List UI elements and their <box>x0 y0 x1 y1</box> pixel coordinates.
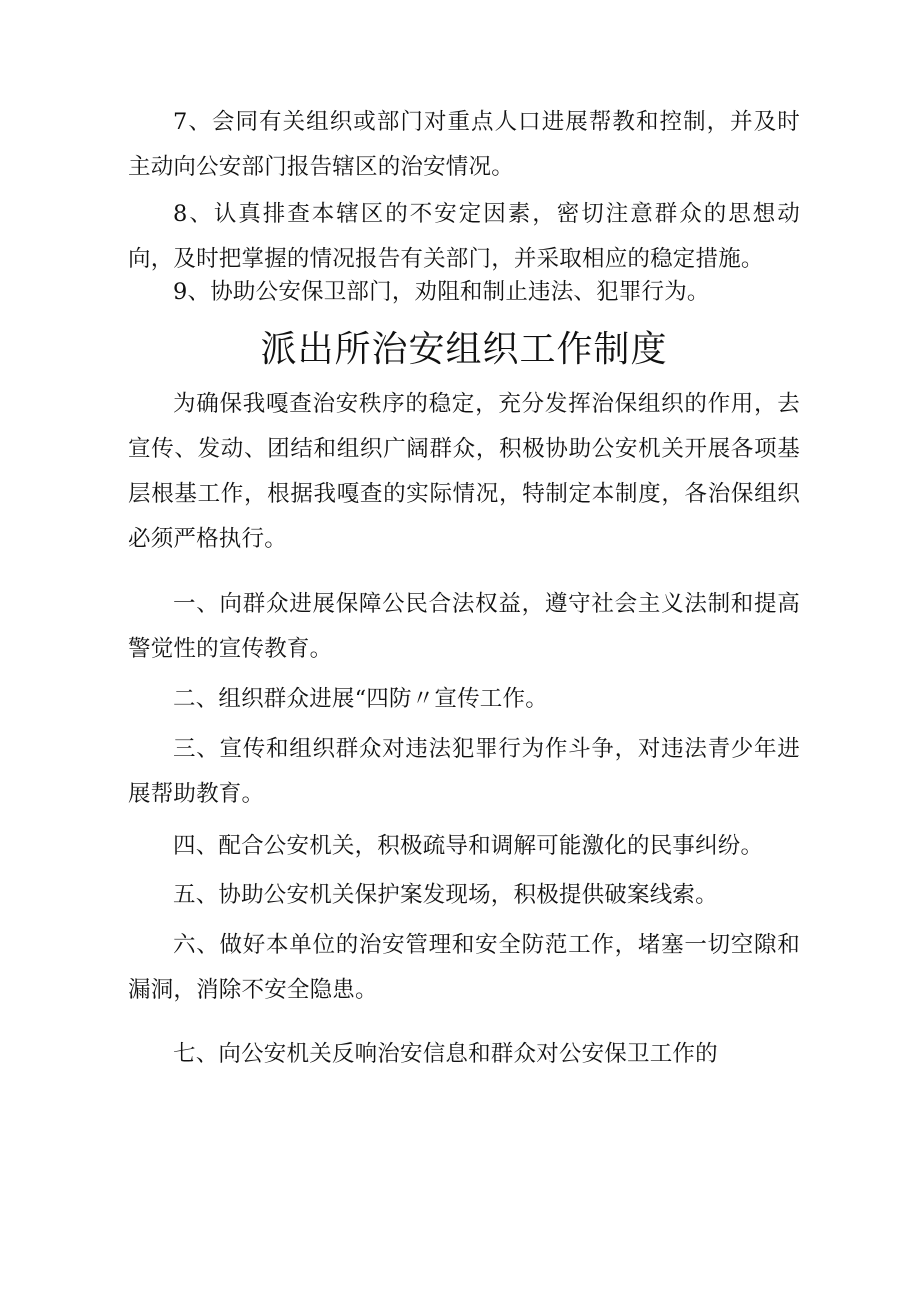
intro-item-8: 8、认真排查本辖区的不安定因素，密切注意群众的思想动向，及时把掌握的情况报告有关部门，并采取相应的稳定措施。 <box>128 201 800 272</box>
article-3: 三、宣传和组织群众对违法犯罪行为作斗争，对违法青少年进展帮助教育。 <box>128 736 800 807</box>
article-7: 七、向公安机关反响治安信息和群众对公安保卫工作的 <box>173 1041 718 1067</box>
article-6: 六、做好本单位的治安管理和安全防范工作，堵塞一切空隙和漏洞，消除不安全隐患。 <box>128 932 800 1003</box>
intro-item-7: 7、会同有关组织或部门对重点人口进展帮教和控制，并及时主动向公安部门报告辖区的治安情况。 <box>128 109 800 180</box>
article-1: 一、向群众进展保障公民合法权益，遵守社会主义法制和提高警觉性的宣传教育。 <box>128 591 800 662</box>
article-4: 四、配合公安机关，积极疏导和调解可能激化的民事纠纷。 <box>173 833 764 859</box>
article-5: 五、协助公安机关保护案发现场，积极提供破案线索。 <box>173 882 718 908</box>
preamble-paragraph: 为确保我嘎查治安秩序的稳定，充分发挥治保组织的作用，去宣传、发动、团结和组织广阔群众，积极协助公安机关开展各项基层根基工作，根据我嘎查的实际情况，特制定本制度，各治保组织必须严格执行。 <box>128 391 800 552</box>
document-title: 派出所治安组织工作制度 <box>260 329 668 370</box>
intro-item-9: 9、协助公安保卫部门，劝阻和制止违法、犯罪行为。 <box>173 279 710 305</box>
article-2: 二、组织群众进展“四防〃宣传工作。 <box>173 686 548 712</box>
